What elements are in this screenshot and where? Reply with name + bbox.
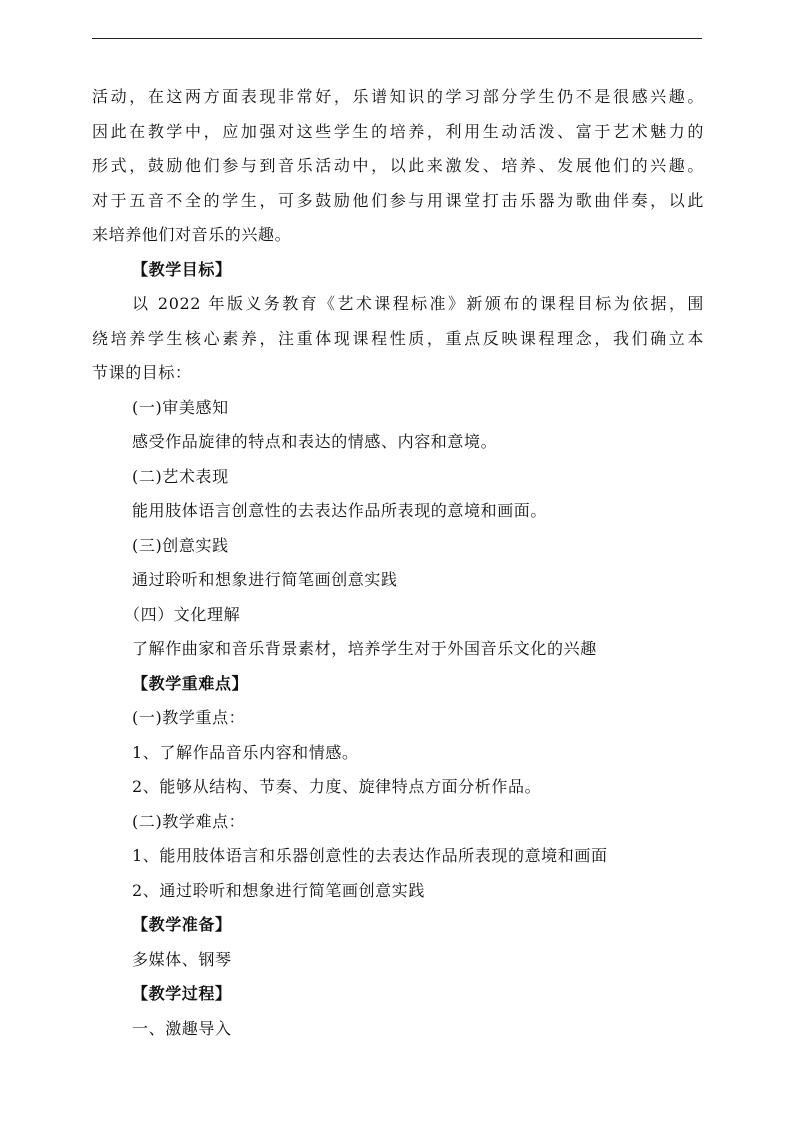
goal-title: (二)艺术表现 — [132, 466, 229, 486]
body-line: 绕培养学生核心素养，注重体现课程性质，重点反映课程理念，我们确立本 — [92, 328, 704, 348]
goal-text: 通过聆听和想象进行简笔画创意实践 — [132, 570, 398, 589]
body-line: 节课的目标： — [92, 363, 192, 382]
body-line: 因此在教学中，应加强对这些学生的培养，利用生动活泼、富于艺术魅力的 — [92, 121, 704, 141]
goal-text: 了解作曲家和音乐背景素材，培养学生对于外国音乐文化的兴趣 — [132, 639, 597, 658]
section-heading-key-points: 【教学重难点】 — [132, 673, 249, 693]
document-body — [92, 80, 704, 1046]
section-heading-process: 【教学过程】 — [132, 984, 232, 1003]
goal-text: 能用肢体语言创意性的去表达作品所表现的意境和画面。 — [132, 501, 548, 520]
goal-title: （四）文化理解 — [124, 604, 241, 624]
process-step: 一、激趣导入 — [132, 1018, 232, 1038]
subsection-title: (一)教学重点： — [132, 708, 246, 727]
section-heading-goals: 【教学目标】 — [132, 259, 232, 279]
list-item: 1、了解作品音乐内容和情感。 — [132, 742, 359, 762]
body-line: 活动，在这两方面表现非常好，乐谱知识的学习部分学生仍不是很感兴趣。 — [92, 87, 704, 106]
header-rule — [92, 38, 702, 39]
list-item: 1、能用肢体语言和乐器创意性的去表达作品所表现的意境和画面 — [132, 846, 608, 865]
list-item: 2、通过聆听和想象进行简笔画创意实践 — [132, 880, 425, 900]
preparation-text: 多媒体、钢琴 — [132, 949, 232, 969]
goal-text: 感受作品旋律的特点和表达的情感、内容和意境。 — [132, 432, 498, 451]
goal-title: (一)审美感知 — [132, 397, 229, 417]
subsection-title: (二)教学难点： — [132, 811, 246, 831]
body-line: 对于五音不全的学生，可多鼓励他们参与用课堂打击乐器为歌曲伴奏，以此 — [92, 190, 704, 210]
section-heading-preparation: 【教学准备】 — [132, 915, 232, 934]
list-item: 2、能够从结构、节奏、力度、旋律特点方面分析作品。 — [132, 777, 542, 796]
body-line: 以 2022 年版义务教育《艺术课程标准》新颁布的课程目标为依据，围 — [132, 294, 704, 313]
body-line: 形式，鼓励他们参与到音乐活动中，以此来激发、培养、发展他们的兴趣。 — [92, 156, 704, 175]
body-line: 来培养他们对音乐的兴趣。 — [92, 225, 292, 244]
goal-title: (三)创意实践 — [132, 535, 229, 555]
